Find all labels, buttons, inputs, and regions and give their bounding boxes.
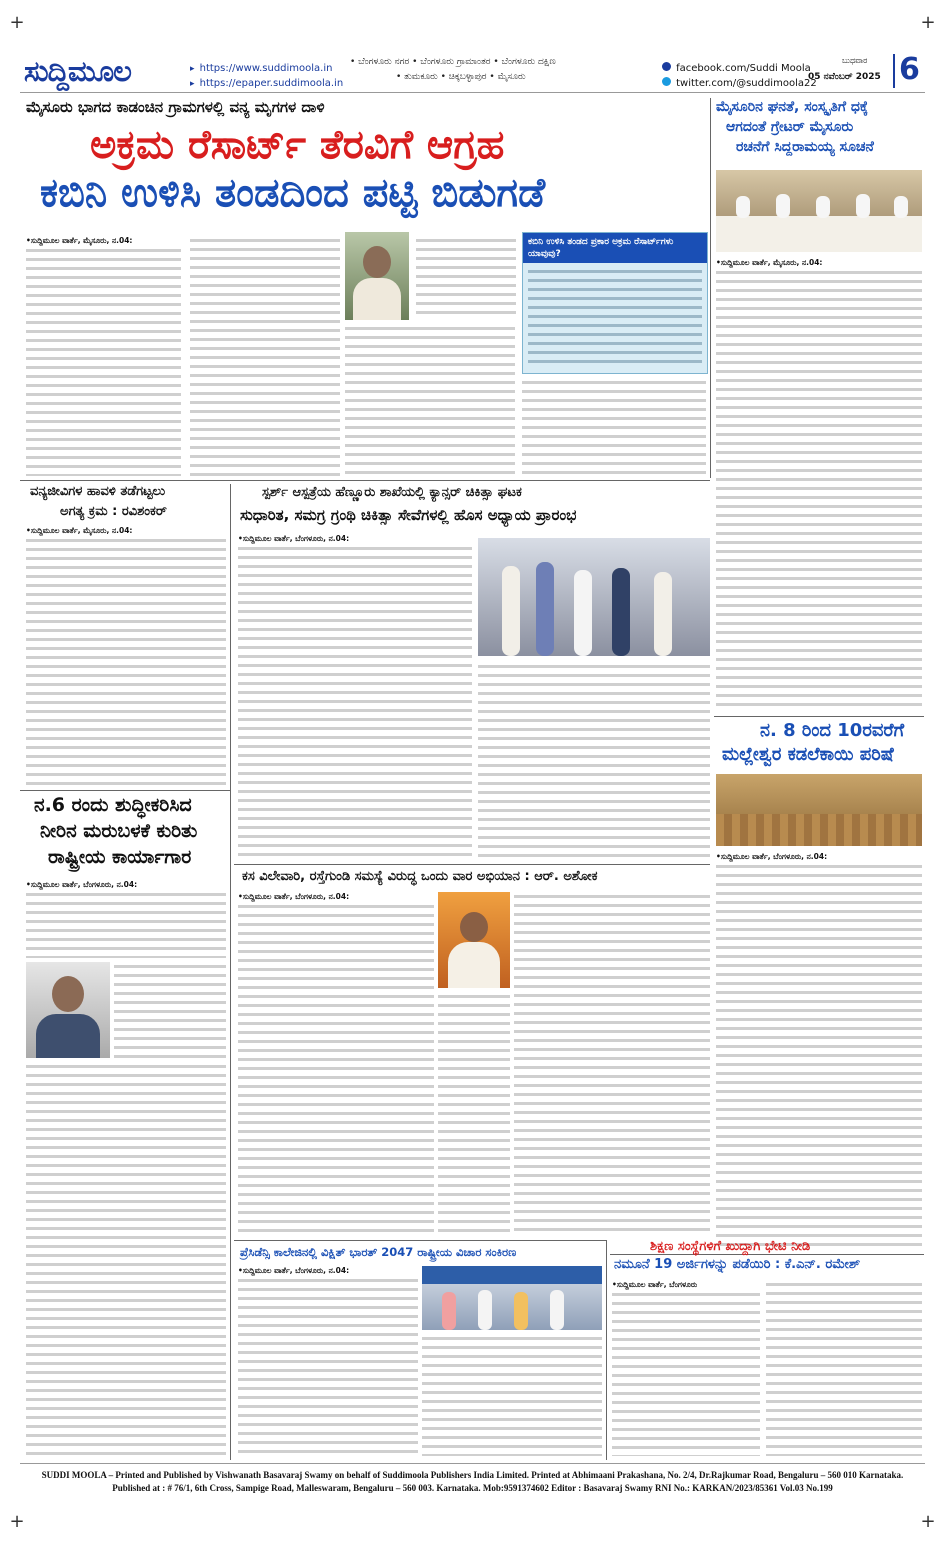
edition-cities-1: • ಬೆಂಗಳೂರು ನಗರ • ಬೆಂಗಳೂರು ಗ್ರಾಮಾಂತರ • ಬೆಂಗಳೂರು ದಕ್ಷಿಣ	[350, 57, 556, 67]
ashok-photo	[438, 892, 510, 988]
globe-icon: ▸	[190, 79, 195, 89]
registration-mark: +	[920, 12, 936, 33]
education-byline: •ಸುದ್ದಿಮೂಲ ವಾರ್ತೆ, ಬೆಂಗಳೂರು	[612, 1280, 698, 1289]
education-headline-1: ಶಿಕ್ಷಣ ಸಂಸ್ಥೆಗಳಿಗೆ ಖುದ್ದಾಗಿ ಭೇಟಿ ನೀಡಿ	[650, 1239, 811, 1254]
registration-mark: +	[9, 1511, 25, 1532]
registration-mark: +	[920, 1511, 936, 1532]
education-body-col-1	[612, 1290, 760, 1456]
water-body-side	[114, 962, 226, 1058]
weekday: ಬುಧವಾರ	[842, 56, 868, 65]
lead-headline-1: ಅಕ್ರಮ ರೆಸಾರ್ಟ್ ತೆರವಿಗೆ ಆಗ್ರಹ	[90, 122, 505, 168]
greater-mysuru-headline-2: ಆಗದಂತೆ ಗ್ರೇಟರ್ ಮೈಸೂರು	[726, 119, 854, 135]
official-portrait-photo	[26, 962, 110, 1058]
lead-body-col-1	[26, 246, 181, 476]
greater-mysuru-headline-1: ಮೈಸೂರಿನ ಘನತೆ, ಸಂಸ್ಕೃತಿಗೆ ಧಕ್ಕೆ	[716, 99, 869, 115]
water-headline-1: ನ.6 ರಂದು ಶುದ್ಧೀಕರಿಸಿದ	[34, 794, 192, 816]
section-divider	[20, 480, 710, 481]
section-divider	[20, 790, 230, 791]
greater-mysuru-headline-3: ರಚನೆಗೆ ಸಿದ್ದರಾಮಯ್ಯ ಸೂಚನೆ	[736, 139, 874, 155]
garbage-body-col-1	[238, 902, 434, 1236]
cancer-body-col-2	[478, 662, 710, 860]
cancer-headline-1: ಸ್ಪರ್ಶ್ ಆಸ್ಪತ್ರೆಯ ಹೆಣ್ಣೂರು ಶಾಖೆಯಲ್ಲಿ ಕ್ಯಾನ್ಸರ್ ಚಿಕಿತ್ಸಾ ಘಟಕ	[262, 485, 522, 500]
column-divider	[230, 864, 231, 1460]
website-link[interactable]: https://www.suddimoola.in	[199, 63, 333, 74]
section-divider	[714, 716, 924, 717]
globe-icon: ▸	[190, 64, 195, 74]
facebook-link[interactable]: facebook.com/Suddi Moola	[676, 63, 811, 74]
garbage-body-col-2	[438, 992, 510, 1236]
epaper-link-row	[190, 71, 343, 90]
seminar-body-col-1	[238, 1276, 418, 1456]
epaper-link[interactable]: https://epaper.suddimoola.in	[199, 78, 344, 89]
lead-byline: •ಸುದ್ದಿಮೂಲ ವಾರ್ತೆ, ಮೈಸೂರು, ನ.04:	[26, 236, 133, 245]
person-photo	[345, 232, 409, 320]
lead-sidebar-box	[522, 232, 708, 374]
lead-headline-2: ಕಬಿನಿ ಉಳಿಸಿ ತಂಡದಿಂದ ಪಟ್ಟಿ ಬಿಡುಗಡೆ	[40, 170, 546, 216]
twitter-icon	[662, 77, 671, 86]
seminar-headline: ಪ್ರೆಸಿಡೆನ್ಸಿ ಕಾಲೇಜಿನಲ್ಲಿ ವಿಕ್ಷಿತ್ ಭಾರತ್ 2047 ರಾಷ್ಟ್ರೀಯ ವಿಚಾರ ಸಂಕಿರಣ	[240, 1245, 517, 1259]
lead-body-col-2	[190, 236, 340, 476]
groundnut-market-photo	[716, 774, 922, 846]
hospital-inauguration-photo	[478, 538, 710, 656]
education-headline-2: ನಮೂನೆ 19 ಅರ್ಜಿಗಳನ್ನು ಪಡೆಯಿರಿ : ಕೆ.ಎನ್. ರಮೇಶ್	[614, 1257, 861, 1272]
market-byline: •ಸುದ್ದಿಮೂಲ ವಾರ್ತೆ, ಬೆಂಗಳೂರು, ನ.04:	[716, 852, 828, 861]
greater-mysuru-byline: •ಸುದ್ದಿಮೂಲ ವಾರ್ತೆ, ಮೈಸೂರು, ನ.04:	[716, 258, 823, 267]
page-number-divider	[893, 54, 895, 88]
edition-cities-2: • ತುಮಕೂರು • ಚಿಕ್ಕಬಳ್ಳಾಪುರ • ಮೈಸೂರು	[396, 72, 526, 82]
wildlife-headline-1: ವನ್ಯಜೀವಿಗಳ ಹಾವಳಿ ತಡೆಗಟ್ಟಲು	[30, 484, 166, 499]
twitter-row	[662, 71, 817, 90]
market-body	[716, 862, 922, 1250]
imprint-footer	[20, 1463, 925, 1506]
wildlife-byline: •ಸುದ್ದಿಮೂಲ ವಾರ್ತೆ, ಮೈಸೂರು, ನ.04:	[26, 526, 133, 535]
water-byline: •ಸುದ್ದಿಮೂಲ ವಾರ್ತೆ, ಬೆಂಗಳೂರು, ನ.04:	[26, 880, 138, 889]
market-headline-2: ಮಲ್ಲೇಶ್ವರ ಕಡಲೆಕಾಯಿ ಪರಿಷೆ	[722, 744, 894, 765]
section-divider	[610, 1254, 924, 1255]
cancer-byline: •ಸುದ್ದಿಮೂಲ ವಾರ್ತೆ, ಬೆಂಗಳೂರು, ನ.04:	[238, 534, 350, 543]
imprint-line-1: SUDDI MOOLA – Printed and Published by Vishwanath Basavaraj Swamy on behalf of Suddimoola Publishers India Limited. Printed at Abhimaani Prakashana, No. 2/4, Dr.Rajkumar Road, Bengaluru – 560 010 Karnataka.	[41, 1470, 904, 1480]
education-body-col-2	[766, 1280, 922, 1456]
water-headline-2: ನೀರಿನ ಮರುಬಳಕೆ ಕುರಿತು	[40, 820, 198, 842]
section-divider	[234, 1240, 606, 1241]
meeting-photo	[716, 170, 922, 252]
wildlife-body	[26, 536, 226, 786]
twitter-link[interactable]: twitter.com/@suddimoola22	[676, 78, 817, 89]
registration-mark: +	[9, 12, 25, 33]
lead-body-col-3-top	[416, 236, 516, 320]
facebook-icon	[662, 62, 671, 71]
garbage-body-col-3	[514, 892, 710, 1236]
garbage-headline: ಕಸ ವಿಲೇವಾರಿ, ರಸ್ತೆಗುಂಡಿ ಸಮಸ್ಯೆ ವಿರುದ್ಧ ಒಂದು ವಾರ ಅಭಿಯಾನ : ಆರ್. ಅಶೋಕ	[242, 869, 598, 884]
lead-body-col-3	[345, 324, 515, 476]
water-body-bottom	[26, 1062, 226, 1456]
seminar-byline: •ಸುದ್ದಿಮೂಲ ವಾರ್ತೆ, ಬೆಂಗಳೂರು, ನ.04:	[238, 1266, 350, 1275]
logo: ಸುದ್ದಿಮೂಲ	[24, 54, 131, 88]
imprint-line-2: Published at : # 76/1, 6th Cross, Sampige Road, Malleswaram, Bengaluru – 560 003. Karnataka. Mob:9591374602 Editor : Basavaraj Swamy RNI No.: KARKAN/2023/85361 Vol.03 No.199	[112, 1483, 833, 1493]
lead-box-title: ಕಬಿನಿ ಉಳಿಸಿ ತಂಡದ ಪ್ರಕಾರ ಅಕ್ರಮ ರೆಸಾರ್ಟ್‌ಗಳು ಯಾವುವು?	[523, 233, 707, 263]
column-divider	[710, 98, 711, 478]
cancer-body-col-1	[238, 544, 472, 860]
cancer-headline-2: ಸುಧಾರಿತ, ಸಮಗ್ರ ಗ್ರಂಥಿ ಚಿಕಿತ್ಸಾ ಸೇವೆಗಳಲ್ಲಿ ಹೊಸ ಅಧ್ಯಾಯ ಪ್ರಾರಂಭ	[240, 506, 577, 524]
greater-mysuru-body	[716, 268, 922, 712]
column-divider	[606, 1240, 607, 1460]
garbage-byline: •ಸುದ್ದಿಮೂಲ ವಾರ್ತೆ, ಬೆಂಗಳೂರು, ನ.04:	[238, 892, 350, 901]
water-headline-3: ರಾಷ್ಟ್ರೀಯ ಕಾರ್ಯಾಗಾರ	[48, 846, 192, 868]
issue-date: 05 ನವೆಂಬರ್ 2025	[808, 72, 881, 82]
wildlife-headline-2: ಅಗತ್ಯ ಕ್ರಮ : ರವಿಶಂಕರ್	[60, 504, 167, 519]
seminar-photo	[422, 1266, 602, 1330]
lead-body-col-4	[522, 378, 706, 476]
seminar-body-col-2	[422, 1334, 602, 1456]
water-body-top	[26, 890, 226, 958]
lead-box-body	[528, 267, 702, 363]
market-headline-1: ನ. 8 ರಿಂದ 10ರವರೆಗೆ	[760, 720, 905, 741]
page-number: 6	[899, 52, 920, 87]
lead-kicker: ಮೈಸೂರು ಭಾಗದ ಕಾಡಂಚಿನ ಗ್ರಾಮಗಳಲ್ಲಿ ವನ್ಯ ಮೃಗಗಳ ದಾಳಿ	[26, 98, 325, 116]
section-divider	[234, 864, 710, 865]
column-divider	[230, 484, 231, 864]
